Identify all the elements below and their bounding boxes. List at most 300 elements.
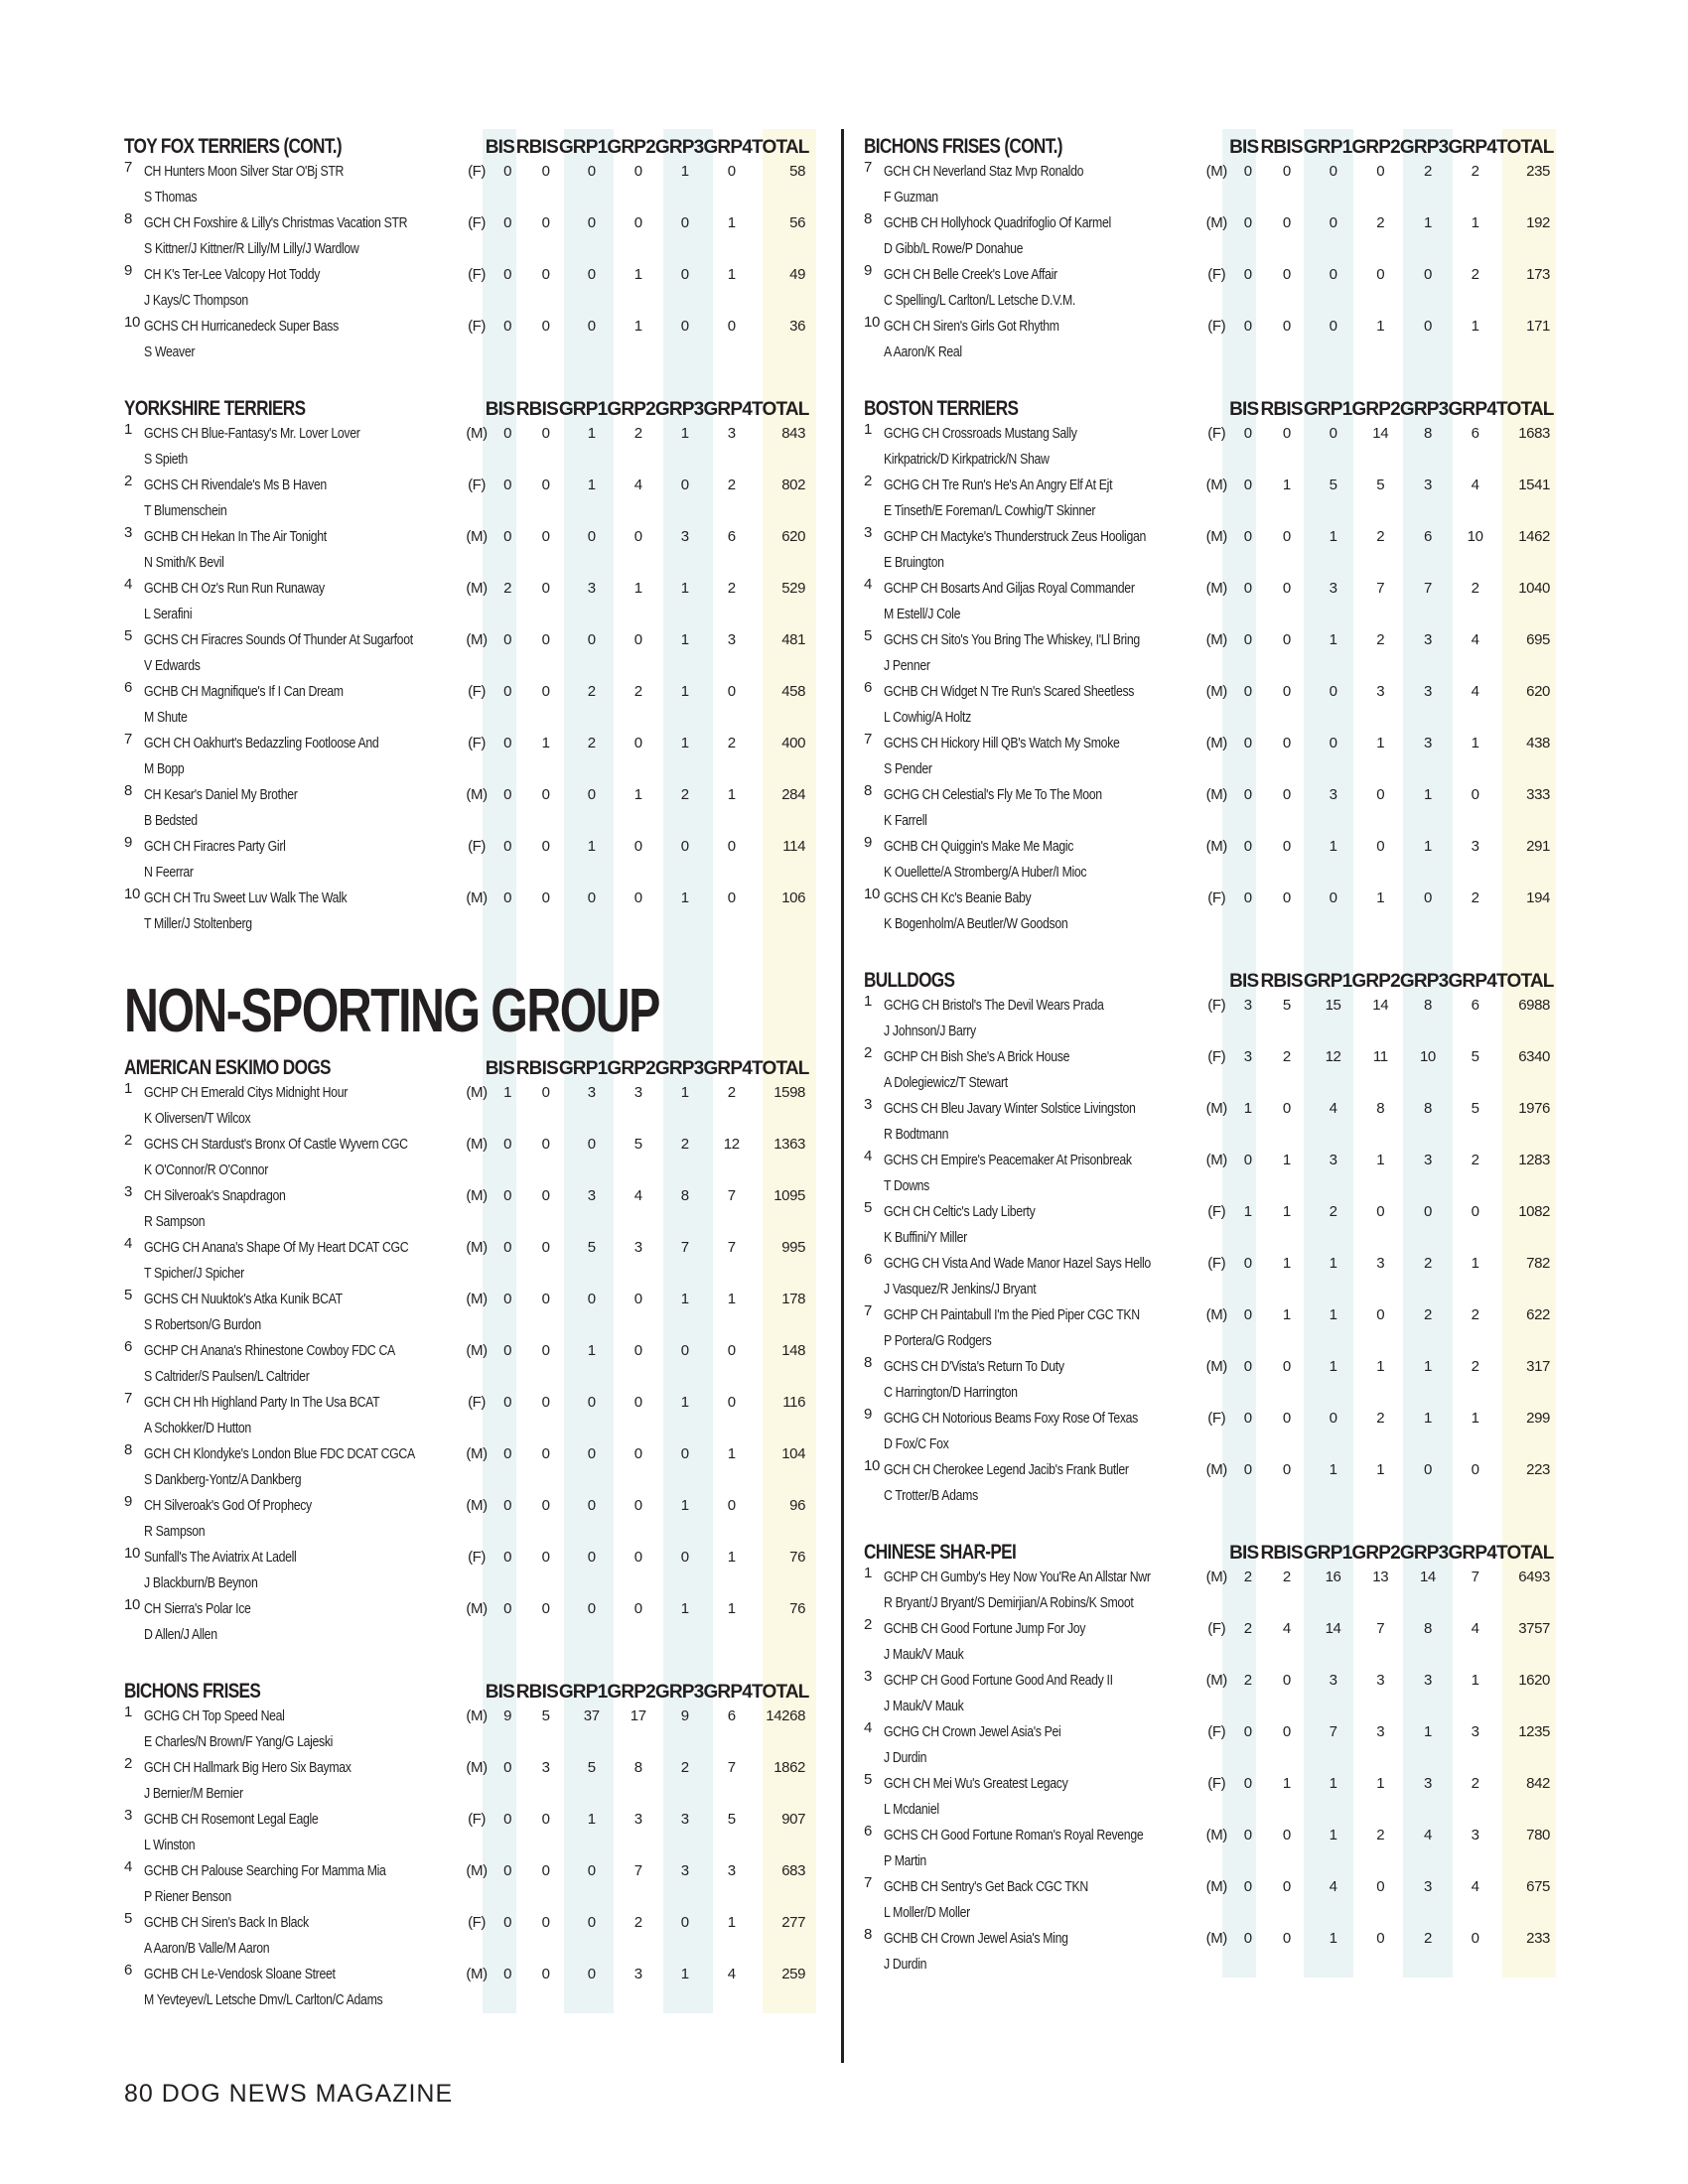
column-header-grp1: GRP1: [558, 399, 608, 420]
stat-total: 1976: [1518, 1100, 1550, 1117]
column-header-grp3: GRP3: [654, 1682, 704, 1703]
rank-number: 5: [124, 1287, 132, 1303]
stat-grp4: 2: [1471, 1306, 1479, 1323]
stat-grp4: 4: [1471, 683, 1479, 700]
ranking-entry: [864, 576, 1554, 627]
owner-names: S Weaver: [144, 343, 196, 360]
owner-names: L Mcdaniel: [884, 1801, 939, 1818]
stat-rbis: 0: [541, 214, 550, 231]
stat-total: 114: [782, 838, 806, 855]
stat-rbis: 0: [541, 1187, 550, 1204]
stat-rbis: 1: [1282, 1255, 1291, 1272]
stat-grp1: 4: [1329, 1100, 1337, 1117]
stat-grp3: 2: [1423, 1306, 1432, 1323]
column-header-grp4: GRP4: [1448, 1543, 1496, 1564]
rank-number: 8: [864, 782, 872, 799]
stat-grp2: 3: [633, 1084, 642, 1101]
rank-number: 1: [864, 993, 872, 1010]
header-spacer: [456, 133, 485, 159]
stat-grp1: 1: [587, 838, 596, 855]
dog-info: [884, 1302, 1201, 1354]
dog-name: GCHP CH Paintabull I'm the Pied Piper CGC TKN: [884, 1306, 1140, 1323]
stat-grp1: 1: [1329, 838, 1337, 855]
owner-names: S Robertson/G Burdon: [144, 1316, 261, 1333]
stat-grp4: 4: [1471, 1878, 1479, 1895]
stat-grp3: 1: [1423, 838, 1432, 855]
ranking-entry: [864, 314, 1554, 365]
rank-number: 4: [124, 576, 132, 593]
dog-info: [884, 1457, 1201, 1509]
column-header-grp1: GRP1: [558, 1682, 608, 1703]
group-title: NON-SPORTING GROUP: [124, 977, 659, 1045]
rank-number: 5: [864, 1199, 872, 1216]
rank-number: 1: [124, 421, 132, 438]
stat-total: 458: [781, 683, 806, 700]
stat-grp4: 1: [1471, 1255, 1479, 1272]
stat-rbis: 0: [541, 477, 550, 493]
stat-bis: 0: [1243, 1827, 1252, 1843]
stat-bis: 0: [1243, 214, 1252, 231]
stat-grp4: 0: [727, 683, 736, 700]
stat-total: 299: [1526, 1410, 1550, 1427]
stat-rbis: 3: [541, 1759, 550, 1776]
stat-grp1: 2: [587, 735, 596, 751]
ranking-entry: [124, 1493, 809, 1545]
sex-marker: (M): [466, 1862, 488, 1879]
sex-marker: (M): [1205, 1569, 1227, 1585]
ranking-entry: [124, 210, 809, 262]
stat-grp3: 9: [680, 1707, 689, 1724]
stat-bis: 2: [503, 580, 512, 597]
stat-grp2: 0: [633, 735, 642, 751]
rank-number: 10: [124, 314, 140, 331]
stat-total: 1095: [774, 1187, 806, 1204]
sex-marker: (M): [1205, 528, 1227, 545]
stat-grp4: 10: [1467, 528, 1483, 545]
ranking-entry: [864, 1668, 1554, 1719]
stat-rbis: 1: [541, 735, 550, 751]
stat-grp1: 0: [1329, 735, 1337, 751]
dog-name: GCHS CH Bleu Javary Winter Solstice Livingston: [884, 1100, 1136, 1117]
stat-rbis: 0: [541, 1549, 550, 1566]
stat-grp2: 3: [633, 1811, 642, 1828]
rank-number: 8: [124, 1441, 132, 1458]
rank-number: 1: [124, 1080, 132, 1097]
ranking-entry: [124, 1962, 809, 2013]
stat-grp4: 2: [1471, 1775, 1479, 1792]
stat-bis: 0: [1243, 683, 1252, 700]
ranking-entry: [124, 886, 809, 937]
sex-marker: (M): [1205, 1306, 1227, 1323]
dog-name: GCHG CH Tre Run's He's An Angry Elf At Ejt: [884, 477, 1113, 493]
owner-names: S Caltrider/S Paulsen/L Caltrider: [144, 1368, 310, 1385]
stat-grp4: 1: [727, 1291, 736, 1307]
stat-total: 907: [781, 1811, 806, 1828]
rank-number: 6: [124, 1338, 132, 1355]
stat-total: 36: [789, 318, 806, 335]
stat-grp1: 0: [1329, 889, 1337, 906]
dog-name: GCHP CH Bosarts And Giljas Royal Commander: [884, 580, 1135, 597]
dog-info: [884, 1771, 1201, 1823]
dog-name: GCHP CH Gumby's Hey Now You'Re An Allstar Nwr: [884, 1569, 1151, 1585]
breed-title: TOY FOX TERRIERS (CONT.): [124, 135, 342, 158]
stat-grp4: 7: [727, 1759, 736, 1776]
stat-bis: 0: [503, 318, 512, 335]
stat-bis: 0: [503, 1394, 512, 1411]
stat-grp3: 3: [1423, 1672, 1432, 1689]
stat-grp2: 3: [1376, 1672, 1385, 1689]
stat-grp2: 7: [633, 1862, 642, 1879]
column-header-rbis: RBIS: [1260, 971, 1303, 992]
owner-names: T Miller/J Stoltenberg: [144, 915, 252, 932]
rank-number: 7: [864, 731, 872, 748]
stat-grp2: 1: [1376, 1775, 1385, 1792]
ranking-entry: [864, 159, 1554, 210]
stat-grp4: 3: [727, 1862, 736, 1879]
stat-grp1: 12: [1325, 1048, 1341, 1065]
stat-rbis: 0: [541, 1394, 550, 1411]
stat-total: 284: [781, 786, 806, 803]
column-header-grp2: GRP2: [1351, 399, 1400, 420]
stat-grp3: 1: [1423, 786, 1432, 803]
stat-bis: 0: [503, 1187, 512, 1204]
rank-number: 3: [124, 524, 132, 541]
stat-grp3: 0: [680, 1342, 689, 1359]
ranking-entry: [864, 679, 1554, 731]
stat-grp2: 1: [1376, 1358, 1385, 1375]
ranking-entry: [124, 473, 809, 524]
dog-info: [144, 1807, 462, 1858]
stat-total: 223: [1526, 1461, 1550, 1478]
rank-number: 5: [124, 1910, 132, 1927]
stat-rbis: 0: [1282, 889, 1291, 906]
rank-number: 10: [124, 1596, 140, 1613]
sex-marker: (F): [468, 318, 487, 335]
stat-grp1: 0: [587, 889, 596, 906]
ranking-entry: [864, 1771, 1554, 1823]
stat-grp3: 10: [1419, 1048, 1436, 1065]
stat-grp4: 0: [727, 838, 736, 855]
owner-names: R Sampson: [144, 1523, 206, 1540]
stat-rbis: 0: [541, 631, 550, 648]
stat-grp1: 0: [1329, 318, 1337, 335]
rank-number: 6: [864, 679, 872, 696]
owner-names: S Thomas: [144, 189, 198, 205]
stat-grp4: 1: [727, 266, 736, 283]
rank-number: 10: [124, 1545, 140, 1562]
sex-marker: (M): [466, 1187, 488, 1204]
stat-grp1: 0: [587, 786, 596, 803]
column-header-grp3: GRP3: [1399, 1543, 1449, 1564]
dog-info: [884, 314, 1201, 365]
breed-section: [124, 1674, 809, 2013]
stat-grp1: 3: [1329, 1672, 1337, 1689]
stat-total: 277: [781, 1914, 806, 1931]
stat-grp2: 0: [633, 1291, 642, 1307]
owner-names: R Bodtmann: [884, 1126, 949, 1143]
sex-marker: (F): [1207, 889, 1226, 906]
ranking-entry: [864, 1096, 1554, 1148]
dog-name: GCHS CH Firacres Sounds Of Thunder At Sugarfoot: [144, 631, 413, 648]
column-header-grp4: GRP4: [1448, 971, 1496, 992]
stat-bis: 0: [1243, 838, 1252, 855]
stat-total: 56: [789, 214, 806, 231]
sex-marker: (F): [1207, 266, 1226, 283]
stat-bis: 0: [1243, 1306, 1252, 1323]
sex-marker: (F): [1207, 1620, 1226, 1637]
rank-number: 6: [864, 1251, 872, 1268]
owner-names: K Oliversen/T Wilcox: [144, 1110, 251, 1127]
stat-bis: 0: [503, 214, 512, 231]
sex-marker: (M): [466, 1136, 488, 1153]
stat-grp1: 5: [587, 1759, 596, 1776]
stat-grp4: 6: [1471, 425, 1479, 442]
ranking-entry: [124, 1858, 809, 1910]
stat-rbis: 0: [1282, 735, 1291, 751]
stat-grp3: 1: [1423, 214, 1432, 231]
stat-grp1: 3: [587, 1187, 596, 1204]
dog-info: [144, 1183, 462, 1235]
sex-marker: (F): [468, 1914, 487, 1931]
ranking-entry: [124, 1910, 809, 1962]
stat-total: 843: [781, 425, 806, 442]
dog-info: [144, 1338, 462, 1390]
stat-grp3: 3: [680, 1811, 689, 1828]
ranking-entry: [864, 1874, 1554, 1926]
dog-name: GCHB CH Crown Jewel Asia's Ming: [884, 1930, 1068, 1947]
rank-number: 9: [864, 834, 872, 851]
stat-bis: 0: [1243, 631, 1252, 648]
stat-total: 49: [789, 266, 806, 283]
dog-name: GCHS CH Hurricanedeck Super Bass: [144, 318, 339, 335]
dog-info: [884, 1926, 1201, 1978]
stat-rbis: 5: [1282, 997, 1291, 1014]
stat-grp1: 0: [587, 1394, 596, 1411]
ranking-entry: [124, 1390, 809, 1441]
dog-info: [884, 1251, 1201, 1302]
ranking-entry: [864, 627, 1554, 679]
stat-rbis: 0: [1282, 425, 1291, 442]
dog-info: [144, 1704, 462, 1755]
stat-rbis: 0: [541, 1239, 550, 1256]
stat-grp3: 7: [680, 1239, 689, 1256]
stat-rbis: 0: [1282, 318, 1291, 335]
rank-number: 6: [124, 1962, 132, 1979]
dog-name: GCH CH Belle Creek's Love Affair: [884, 266, 1057, 283]
stat-rbis: 0: [541, 163, 550, 180]
stat-grp2: 0: [1376, 266, 1385, 283]
stat-grp3: 1: [680, 631, 689, 648]
stat-grp4: 5: [727, 1811, 736, 1828]
breed-title: BULLDOGS: [864, 969, 955, 992]
dog-name: GCHP CH Mactyke's Thunderstruck Zeus Hooligan: [884, 528, 1147, 545]
stat-grp1: 0: [587, 528, 596, 545]
stat-grp1: 1: [1329, 528, 1337, 545]
right-sections: [864, 129, 1554, 1978]
dog-info: [144, 524, 462, 576]
dog-info: [144, 210, 462, 262]
stat-bis: 0: [503, 786, 512, 803]
section-header: [124, 1050, 809, 1080]
stat-rbis: 0: [1282, 1827, 1291, 1843]
stat-rbis: 0: [1282, 1410, 1291, 1427]
stat-bis: 0: [1243, 889, 1252, 906]
header-spacer: [456, 1678, 485, 1704]
stat-grp2: 1: [633, 266, 642, 283]
stat-grp2: 1: [633, 580, 642, 597]
stat-total: 1363: [774, 1136, 806, 1153]
rank-number: 2: [124, 1132, 132, 1149]
dog-name: GCHS CH Empire's Peacemaker At Prisonbreak: [884, 1152, 1132, 1168]
stat-grp3: 0: [1423, 1203, 1432, 1220]
dog-name: CH K's Ter-Lee Valcopy Hot Toddy: [144, 266, 321, 283]
stat-rbis: 0: [541, 889, 550, 906]
stat-total: 1683: [1518, 425, 1550, 442]
rank-number: 8: [124, 210, 132, 227]
dog-info: [144, 1132, 462, 1183]
column-header-rbis: RBIS: [515, 137, 558, 158]
dog-info: [144, 1962, 462, 2013]
section-header: [124, 129, 809, 159]
stat-grp1: 5: [587, 1239, 596, 1256]
stat-grp3: 3: [1423, 477, 1432, 493]
stat-rbis: 0: [541, 1291, 550, 1307]
stat-bis: 0: [1243, 477, 1252, 493]
sex-marker: (M): [466, 1342, 488, 1359]
column-header-grp4: GRP4: [703, 1058, 752, 1079]
ranking-entry: [124, 1183, 809, 1235]
stat-rbis: 2: [1282, 1569, 1291, 1585]
dog-name: CH Silveroak's God Of Prophecy: [144, 1497, 312, 1514]
sex-marker: (M): [1205, 1461, 1227, 1478]
dog-name: GCHP CH Good Fortune Good And Ready II: [884, 1672, 1113, 1689]
owner-names: D Allen/J Allen: [144, 1626, 217, 1643]
stat-grp3: 3: [1423, 631, 1432, 648]
owner-names: N Feerrar: [144, 864, 194, 881]
stat-bis: 2: [1243, 1672, 1252, 1689]
owner-names: F Guzman: [884, 189, 938, 205]
ranking-entry: [864, 1406, 1554, 1457]
dog-name: GCHB CH Siren's Back In Black: [144, 1914, 309, 1931]
owner-names: S Dankberg-Yontz/A Dankberg: [144, 1471, 302, 1488]
dog-name: GCHG CH Crown Jewel Asia's Pei: [884, 1723, 1061, 1740]
sex-marker: (M): [466, 889, 488, 906]
stat-grp1: 1: [1329, 1930, 1337, 1947]
ranking-entry: [864, 1719, 1554, 1771]
owner-names: T Downs: [884, 1177, 930, 1194]
dog-name: GCHP CH Bish She's A Brick House: [884, 1048, 1070, 1065]
column-header-total: TOTAL: [752, 399, 809, 420]
stat-rbis: 5: [541, 1707, 550, 1724]
owner-names: K Ouellette/A Stromberg/A Huber/I Mioc: [884, 864, 1087, 881]
owner-names: P Portera/G Rodgers: [884, 1332, 992, 1349]
stat-rbis: 0: [541, 580, 550, 597]
rank-number: 8: [864, 1926, 872, 1943]
stat-total: 400: [781, 735, 806, 751]
stat-grp2: 1: [1376, 1152, 1385, 1168]
stat-grp2: 2: [1376, 214, 1385, 231]
stat-grp4: 2: [727, 1084, 736, 1101]
breed-title: BOSTON TERRIERS: [864, 397, 1019, 420]
owner-names: N Smith/K Bevil: [144, 554, 224, 571]
stat-grp2: 11: [1372, 1048, 1388, 1065]
sex-marker: (F): [468, 683, 487, 700]
dog-info: [144, 1390, 462, 1441]
stat-grp4: 5: [1471, 1048, 1479, 1065]
header-spacer: [456, 395, 485, 421]
sex-marker: (M): [1205, 1878, 1227, 1895]
header-spacer: [1198, 395, 1228, 421]
stat-rbis: 0: [541, 786, 550, 803]
sex-marker: (M): [466, 425, 488, 442]
ranking-entry: [864, 262, 1554, 314]
stat-grp2: 0: [633, 889, 642, 906]
column-header-grp2: GRP2: [1351, 1543, 1400, 1564]
ranking-entry: [124, 314, 809, 365]
column-header-total: TOTAL: [752, 1682, 809, 1703]
owner-names: M Yevteyev/L Letsche Dmv/L Carlton/C Adams: [144, 1991, 383, 2008]
stat-grp1: 1: [587, 1342, 596, 1359]
sex-marker: (M): [1205, 580, 1227, 597]
ranking-entry: [864, 421, 1554, 473]
dog-info: [144, 421, 462, 473]
rank-number: 1: [864, 1565, 872, 1581]
stat-grp1: 0: [587, 163, 596, 180]
column-header-rbis: RBIS: [1260, 1543, 1303, 1564]
stat-grp2: 0: [1376, 163, 1385, 180]
dog-name: GCHB CH Widget N Tre Run's Scared Sheetless: [884, 683, 1135, 700]
dog-info: [144, 1080, 462, 1132]
section-header: [124, 1674, 809, 1704]
rank-number: 4: [124, 1858, 132, 1875]
rank-number: 7: [864, 1874, 872, 1891]
stat-grp1: 0: [587, 1291, 596, 1307]
breed-section: [864, 963, 1554, 1509]
dog-info: [884, 993, 1201, 1044]
stat-grp4: 6: [1471, 997, 1479, 1014]
section-header: [864, 391, 1554, 421]
stat-grp1: 0: [587, 318, 596, 335]
stat-rbis: 0: [1282, 163, 1291, 180]
dog-info: [144, 159, 462, 210]
dog-name: GCHG CH Bristol's The Devil Wears Prada: [884, 997, 1104, 1014]
stat-total: 620: [1526, 683, 1550, 700]
stat-bis: 0: [503, 425, 512, 442]
column-header-grp3: GRP3: [1399, 971, 1449, 992]
owner-names: J Durdin: [884, 1956, 927, 1973]
stat-total: 1082: [1518, 1203, 1550, 1220]
rank-number: 4: [864, 1148, 872, 1164]
owner-names: S Kittner/J Kittner/R Lilly/M Lilly/J Wardlow: [144, 240, 359, 257]
stat-bis: 0: [1243, 163, 1252, 180]
dog-info: [884, 782, 1201, 834]
owner-names: J Penner: [884, 657, 930, 674]
stat-total: 438: [1526, 735, 1550, 751]
stat-grp3: 3: [1423, 1152, 1432, 1168]
owner-names: M Shute: [144, 709, 188, 726]
stat-grp1: 0: [587, 1914, 596, 1931]
dog-name: GCHP CH Emerald Citys Midnight Hour: [144, 1084, 348, 1101]
dog-info: [144, 576, 462, 627]
rank-number: 7: [124, 731, 132, 748]
stat-grp4: 2: [1471, 580, 1479, 597]
stat-grp1: 3: [587, 580, 596, 597]
rank-number: 7: [864, 159, 872, 176]
stat-total: 259: [781, 1966, 806, 1982]
owner-names: B Bedsted: [144, 812, 198, 829]
stat-grp2: 7: [1376, 1620, 1385, 1637]
dog-info: [144, 886, 462, 937]
